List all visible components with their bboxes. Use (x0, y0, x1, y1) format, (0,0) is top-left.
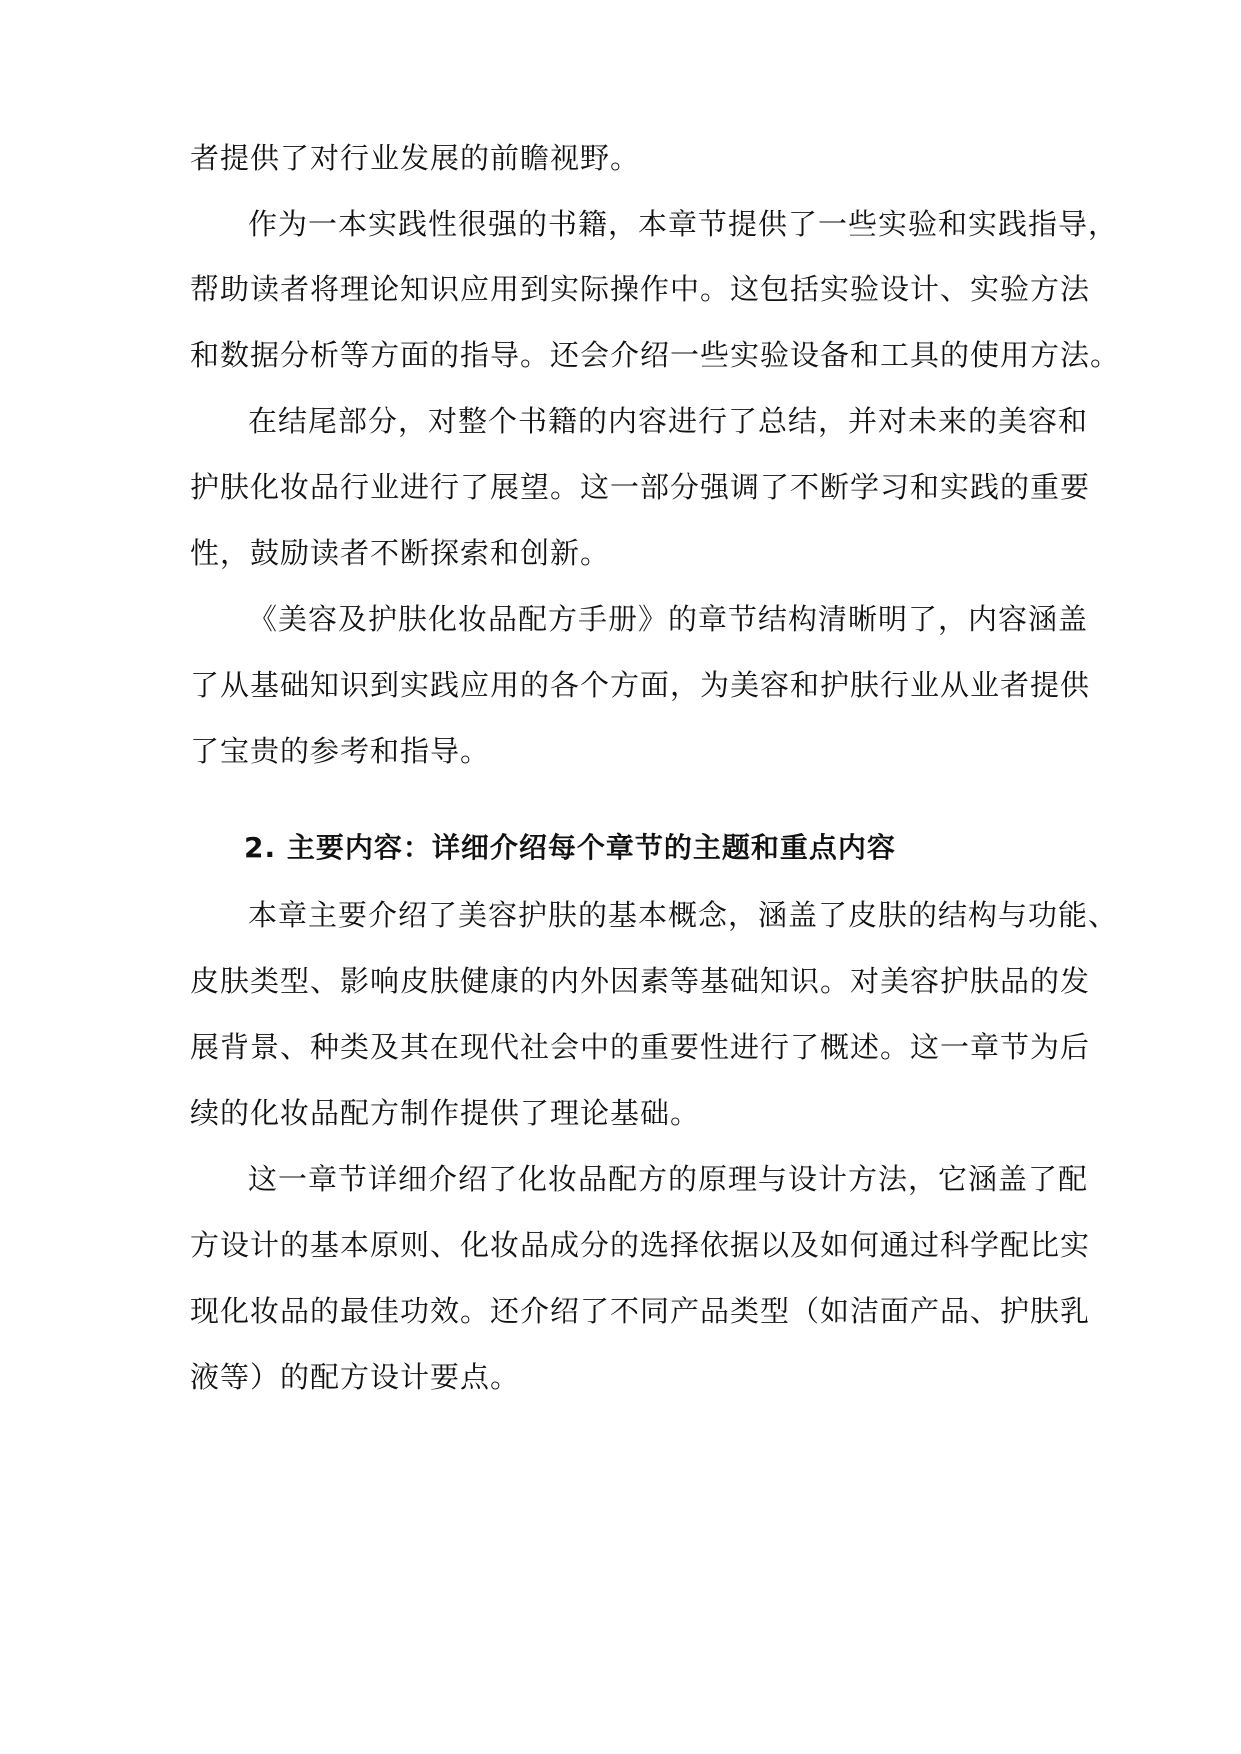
paragraph-line: 护肤化妆品行业进行了展望。这一部分强调了不断学习和实践的重要 (190, 470, 1091, 504)
paragraph-line: 现化妆品的最佳功效。还介绍了不同产品类型（如洁面产品、护肤乳 (190, 1294, 1091, 1328)
paragraph-line: 展背景、种类及其在现代社会中的重要性进行了概述。这一章节为后 (190, 1030, 1091, 1064)
paragraph-line: 在结尾部分，对整个书籍的内容进行了总结，并对未来的美容和 (248, 404, 1089, 438)
paragraph-line: 帮助读者将理论知识应用到实际操作中。这包括实验设计、实验方法 (190, 272, 1091, 306)
paragraph-line: 液等）的配方设计要点。 (190, 1360, 521, 1394)
paragraph-line: 续的化妆品配方制作提供了理论基础。 (190, 1096, 701, 1130)
paragraph-line: 者提供了对行业发展的前瞻视野。 (190, 141, 641, 175)
paragraph-line: 《美容及护肤化妆品配方手册》的章节结构清晰明了，内容涵盖 (248, 602, 1089, 636)
paragraph-line: 性，鼓励读者不断探索和创新。 (190, 536, 611, 570)
paragraph-line: 方设计的基本原则、化妆品成分的选择依据以及如何通过科学配比实 (190, 1228, 1091, 1262)
paragraph-line: 了从基础知识到实践应用的各个方面，为美容和护肤行业从业者提供 (190, 668, 1091, 702)
paragraph-line: 作为一本实践性很强的书籍，本章节提供了一些实验和实践指导， (248, 207, 1119, 241)
paragraph-line: 了宝贵的参考和指导。 (190, 734, 491, 768)
paragraph-line: 这一章节详细介绍了化妆品配方的原理与设计方法，它涵盖了配 (248, 1162, 1089, 1196)
paragraph-line: 和数据分析等方面的指导。还会介绍一些实验设备和工具的使用方法。 (190, 338, 1121, 372)
paragraph-line: 皮肤类型、影响皮肤健康的内外因素等基础知识。对美容护肤品的发 (190, 964, 1091, 998)
section-heading: 2. 主要内容：详细介绍每个章节的主题和重点内容 (244, 831, 896, 864)
paragraph-line: 本章主要介绍了美容护肤的基本概念，涵盖了皮肤的结构与功能、 (248, 898, 1119, 932)
